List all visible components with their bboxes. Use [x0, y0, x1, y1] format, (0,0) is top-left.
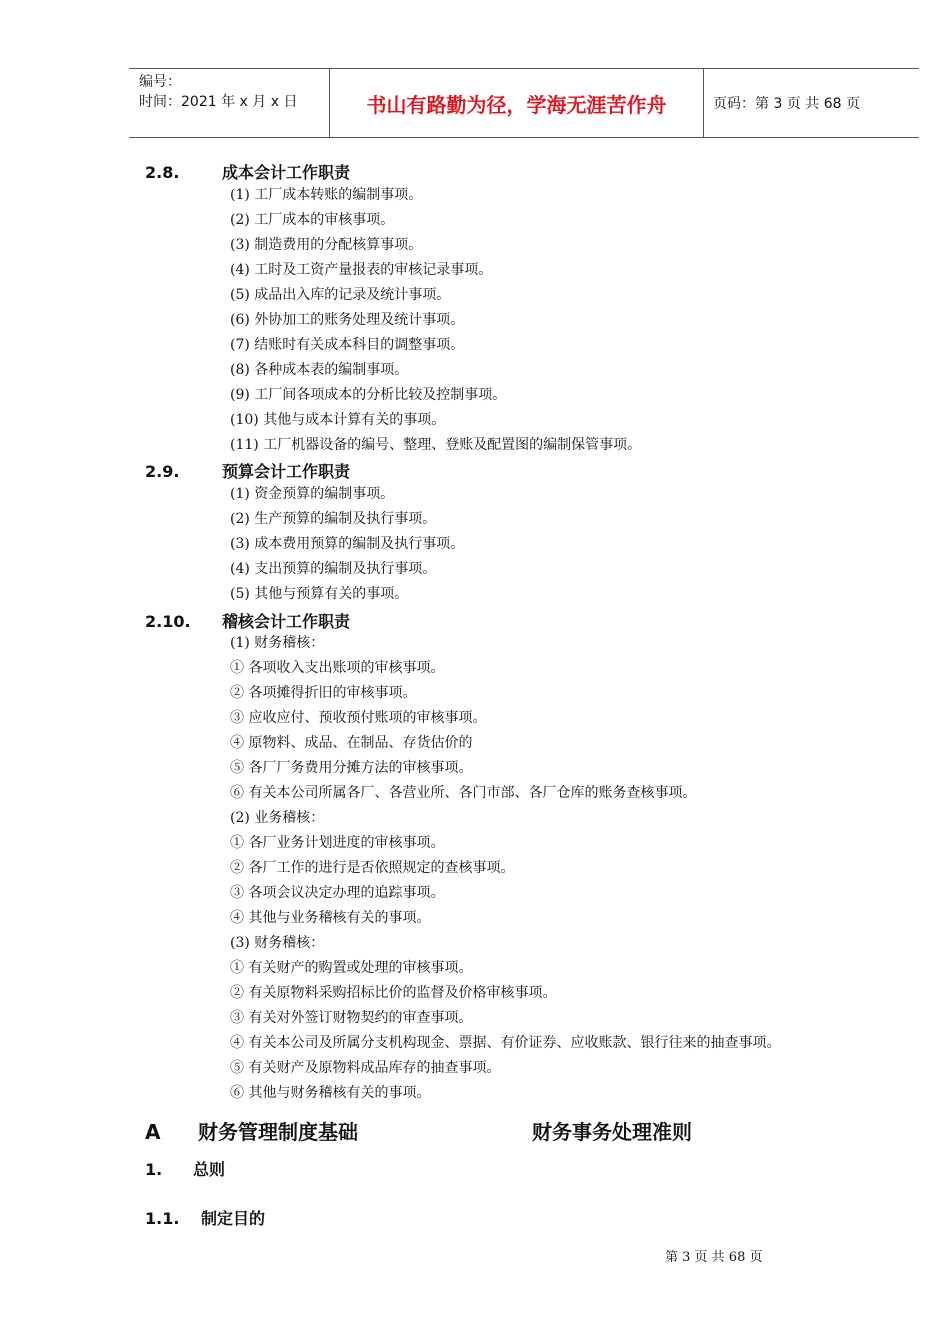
page-footer: 第 3 页 共 68 页	[665, 1250, 763, 1265]
header-meta	[129, 69, 330, 137]
subsection-heading-1-1	[145, 1206, 265, 1229]
section-heading-2-8	[145, 160, 350, 183]
list-item: (8) 各种成本表的编制事项。	[230, 362, 409, 378]
section-number: 2.10.	[145, 612, 191, 631]
list-item: ③ 应收应付、预收预付账项的审核事项。	[230, 710, 487, 726]
list-item: (3) 制造费用的分配核算事项。	[230, 237, 423, 253]
list-item: (4) 支出预算的编制及执行事项。	[230, 561, 437, 577]
list-item: (2) 生产预算的编制及执行事项。	[230, 511, 437, 527]
list-item: ③ 各项会议决定办理的追踪事项。	[230, 885, 445, 901]
chapter-heading	[145, 1116, 692, 1145]
section-heading-2-10	[145, 609, 350, 632]
section-title: 预算会计工作职责	[222, 462, 351, 481]
list-item: (7) 结账时有关成本科目的调整事项。	[230, 337, 465, 353]
chapter-title: 财务管理制度基础	[198, 1120, 358, 1144]
list-item: (3) 财务稽核：	[230, 935, 325, 951]
list-item: ④ 原物料、成品、在制品、存货估价的	[230, 735, 473, 751]
list-item: (5) 成品出入库的记录及统计事项。	[230, 287, 451, 303]
list-item: (9) 工厂间各项成本的分析比较及控制事项。	[230, 387, 507, 403]
list-item: (5) 其他与预算有关的事项。	[230, 586, 409, 602]
list-item: (1) 资金预算的编制事项。	[230, 486, 395, 502]
section-number: 2.8.	[145, 163, 180, 182]
list-item: ① 各项收入支出账项的审核事项。	[230, 660, 445, 676]
section-list-2-8	[230, 183, 641, 458]
list-item: ① 各厂业务计划进度的审核事项。	[230, 835, 445, 851]
list-item: ① 有关财产的购置或处理的审核事项。	[230, 960, 473, 976]
list-item: (3) 成本费用预算的编制及执行事项。	[230, 536, 465, 552]
chapter-letter: A	[145, 1120, 161, 1144]
section-title: 稽核会计工作职责	[222, 612, 351, 631]
list-item: ② 各项摊得折旧的审核事项。	[230, 685, 417, 701]
chapter-subtitle: 财务事务处理准则	[532, 1120, 692, 1144]
section-number: 1.	[145, 1160, 163, 1179]
subsection-heading-1	[145, 1157, 225, 1180]
list-item: (6) 外协加工的账务处理及统计事项。	[230, 312, 465, 328]
list-item: ③ 有关对外签订财物契约的审查事项。	[230, 1010, 473, 1026]
page-header	[129, 68, 919, 138]
list-item: ② 有关原物料采购招标比价的监督及价格审核事项。	[230, 985, 557, 1001]
section-title: 总则	[193, 1160, 226, 1179]
section-title: 制定目的	[201, 1209, 266, 1228]
list-item: ⑤ 有关财产及原物料成品库存的抽查事项。	[230, 1060, 501, 1076]
section-number: 2.9.	[145, 462, 180, 481]
list-item: (1) 财务稽核：	[230, 635, 325, 651]
section-list-2-9	[230, 482, 464, 607]
document-date: 时间：2021 年 x 月 x 日	[139, 94, 298, 110]
list-item: ④ 有关本公司及所属分支机构现金、票据、有价证券、应收账款、银行往来的抽查事项。	[230, 1035, 781, 1051]
list-item: (2) 业务稽核：	[230, 810, 325, 826]
list-item: (4) 工时及工资产量报表的审核记录事项。	[230, 262, 493, 278]
header-motto: 书山有路勤为径，学海无涯苦作舟	[330, 69, 704, 137]
section-list-2-10	[230, 631, 780, 1106]
list-item: ⑥ 其他与财务稽核有关的事项。	[230, 1085, 431, 1101]
section-heading-2-9	[145, 459, 350, 482]
list-item: (11) 工厂机器设备的编号、整理、登账及配置图的编制保管事项。	[230, 437, 642, 453]
list-item: (10) 其他与成本计算有关的事项。	[230, 412, 446, 428]
list-item: (2) 工厂成本的审核事项。	[230, 212, 395, 228]
list-item: ⑥ 有关本公司所属各厂、各营业所、各门市部、各厂仓库的账务查核事项。	[230, 785, 697, 801]
list-item: (1) 工厂成本转账的编制事项。	[230, 187, 423, 203]
list-item: ④ 其他与业务稽核有关的事项。	[230, 910, 431, 926]
section-title: 成本会计工作职责	[222, 163, 351, 182]
document-number-label: 编号：	[139, 74, 181, 90]
section-number: 1.1.	[145, 1209, 180, 1228]
list-item: ⑤ 各厂厂务费用分摊方法的审核事项。	[230, 760, 473, 776]
header-page-info: 页码：第 3 页 共 68 页	[713, 96, 860, 112]
list-item: ② 各厂工作的进行是否依照规定的查核事项。	[230, 860, 515, 876]
